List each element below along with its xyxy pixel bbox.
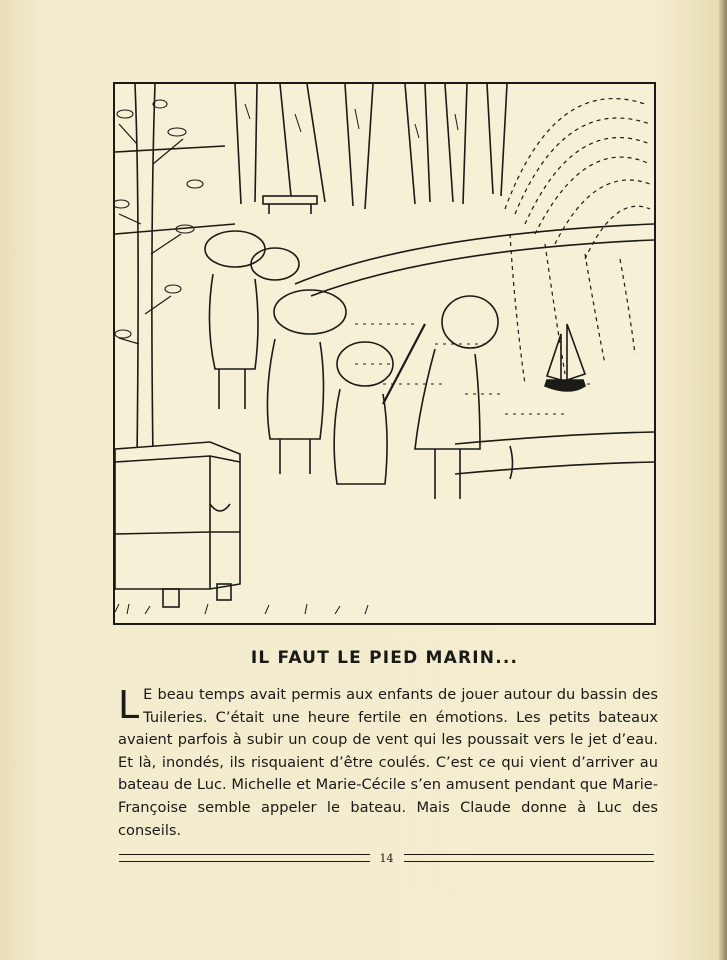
footer-rule-left xyxy=(119,854,370,862)
page-title: IL FAUT LE PIED MARIN... xyxy=(250,648,519,668)
page-edge xyxy=(719,0,727,960)
drop-cap-letter: L xyxy=(118,683,140,727)
footer-rule-right xyxy=(404,854,655,862)
story-paragraph xyxy=(118,684,658,842)
illustration-children-at-basin xyxy=(113,82,656,625)
story-text: E beau temps avait permis aux enfants de jouer autour du bassin des Tuileries. C’était une heure fertile en émotions. Les petits bateaux avaient parfois à subir un coup de vent qui les poussait vers le jet d’eau. Et là, inondés, ils risquaient d’être coulés. C’est ce qui vient d’arriver au bateau de Luc. Michelle et Marie-Cécile s’en amusent pendant que Marie-Françoise semble appeler le bateau. Mais Claude donne à Luc des conseils. xyxy=(118,686,658,839)
page-footer xyxy=(119,848,654,868)
page-number: 14 xyxy=(379,851,394,865)
illustration-drawing xyxy=(115,84,654,623)
